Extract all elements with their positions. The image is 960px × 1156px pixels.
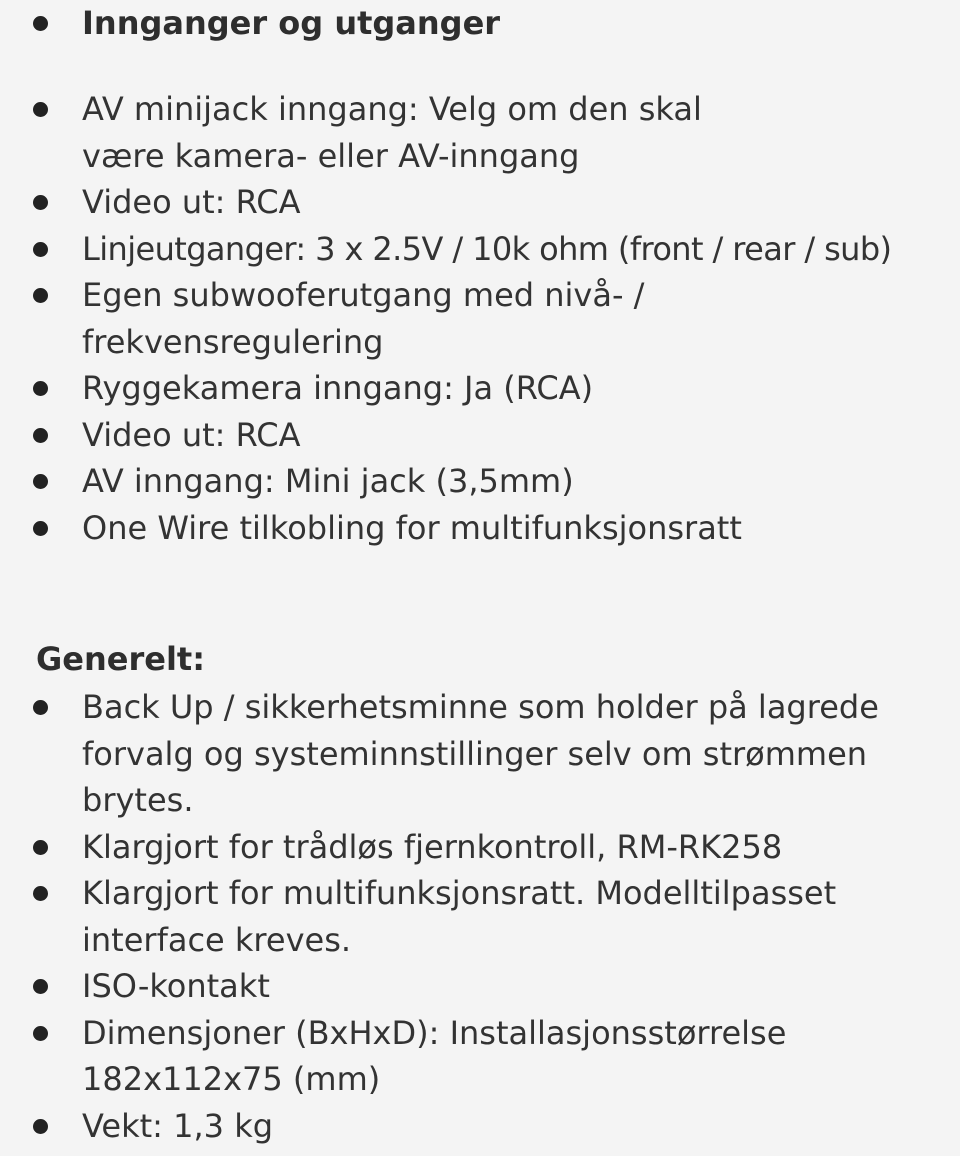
section-heading: Innganger og utganger [82,4,501,42]
list-item [0,870,960,963]
list-item-text: Vekt: 1,3 kg [82,1106,274,1145]
inputs-outputs-list [0,86,960,551]
bullet-icon [33,195,48,210]
list-item-text: Egen subwooferutgang med nivå- / frekvensregulering [82,276,645,361]
bullet-icon [33,288,48,303]
section-title: Generelt: [36,640,205,678]
list-item-text: One Wire tilkobling for multifunksjonsratt [82,508,742,547]
list-item [0,1103,960,1150]
list-item [0,272,960,365]
list-item-text: Dimensjoner (BxHxD): Installasjonsstørrelse 182x112x75 (mm) [82,1013,787,1098]
list-item-text: Linjeutganger: 3 x 2.5V / 10k ohm (front / rear / sub) [82,229,892,268]
list-item-text: ISO-kontakt [82,967,270,1005]
list-item [0,684,960,824]
list-item [0,0,960,47]
list-item-text: Klargjort for multifunksjonsratt. Modelltilpasset interface kreves. [82,874,837,959]
bullet-icon [33,16,48,31]
bullet-icon [33,521,48,536]
list-item [0,963,960,1010]
list-item [0,86,960,179]
list-item-text: Klargjort for trådløs fjernkontroll, RM-RK258 [82,827,783,866]
list-item [0,226,960,273]
section-heading-list [0,0,960,47]
list-item-text: AV minijack inngang: Velg om den skal være kamera- eller AV-inngang [82,90,702,175]
bullet-icon [33,102,48,117]
bullet-icon [33,381,48,396]
list-item [0,365,960,412]
list-item [0,824,960,871]
list-item-text: Video ut: RCA [82,183,301,221]
bullet-icon [33,1119,48,1134]
list-item [0,412,960,459]
list-item [0,505,960,552]
bullet-icon [33,242,48,257]
list-item-text: Ryggekamera inngang: Ja (RCA) [82,369,594,407]
list-item-text: Video ut: RCA [82,415,301,454]
list-item [0,1010,960,1103]
bullet-icon [33,979,48,994]
bullet-icon [33,886,48,901]
list-item-text: Back Up / sikkerhetsminne som holder på lagrede forvalg og systeminnstillinger selv om strømmen brytes. [82,688,879,819]
bullet-icon [33,700,48,715]
bullet-icon [33,1026,48,1041]
list-item [0,179,960,226]
bullet-icon [33,474,48,489]
bullet-icon [33,840,48,855]
list-item-text: AV inngang: Mini jack (3,5mm) [82,462,574,500]
bullet-icon [33,428,48,443]
general-list [0,684,960,1149]
list-item [0,458,960,505]
